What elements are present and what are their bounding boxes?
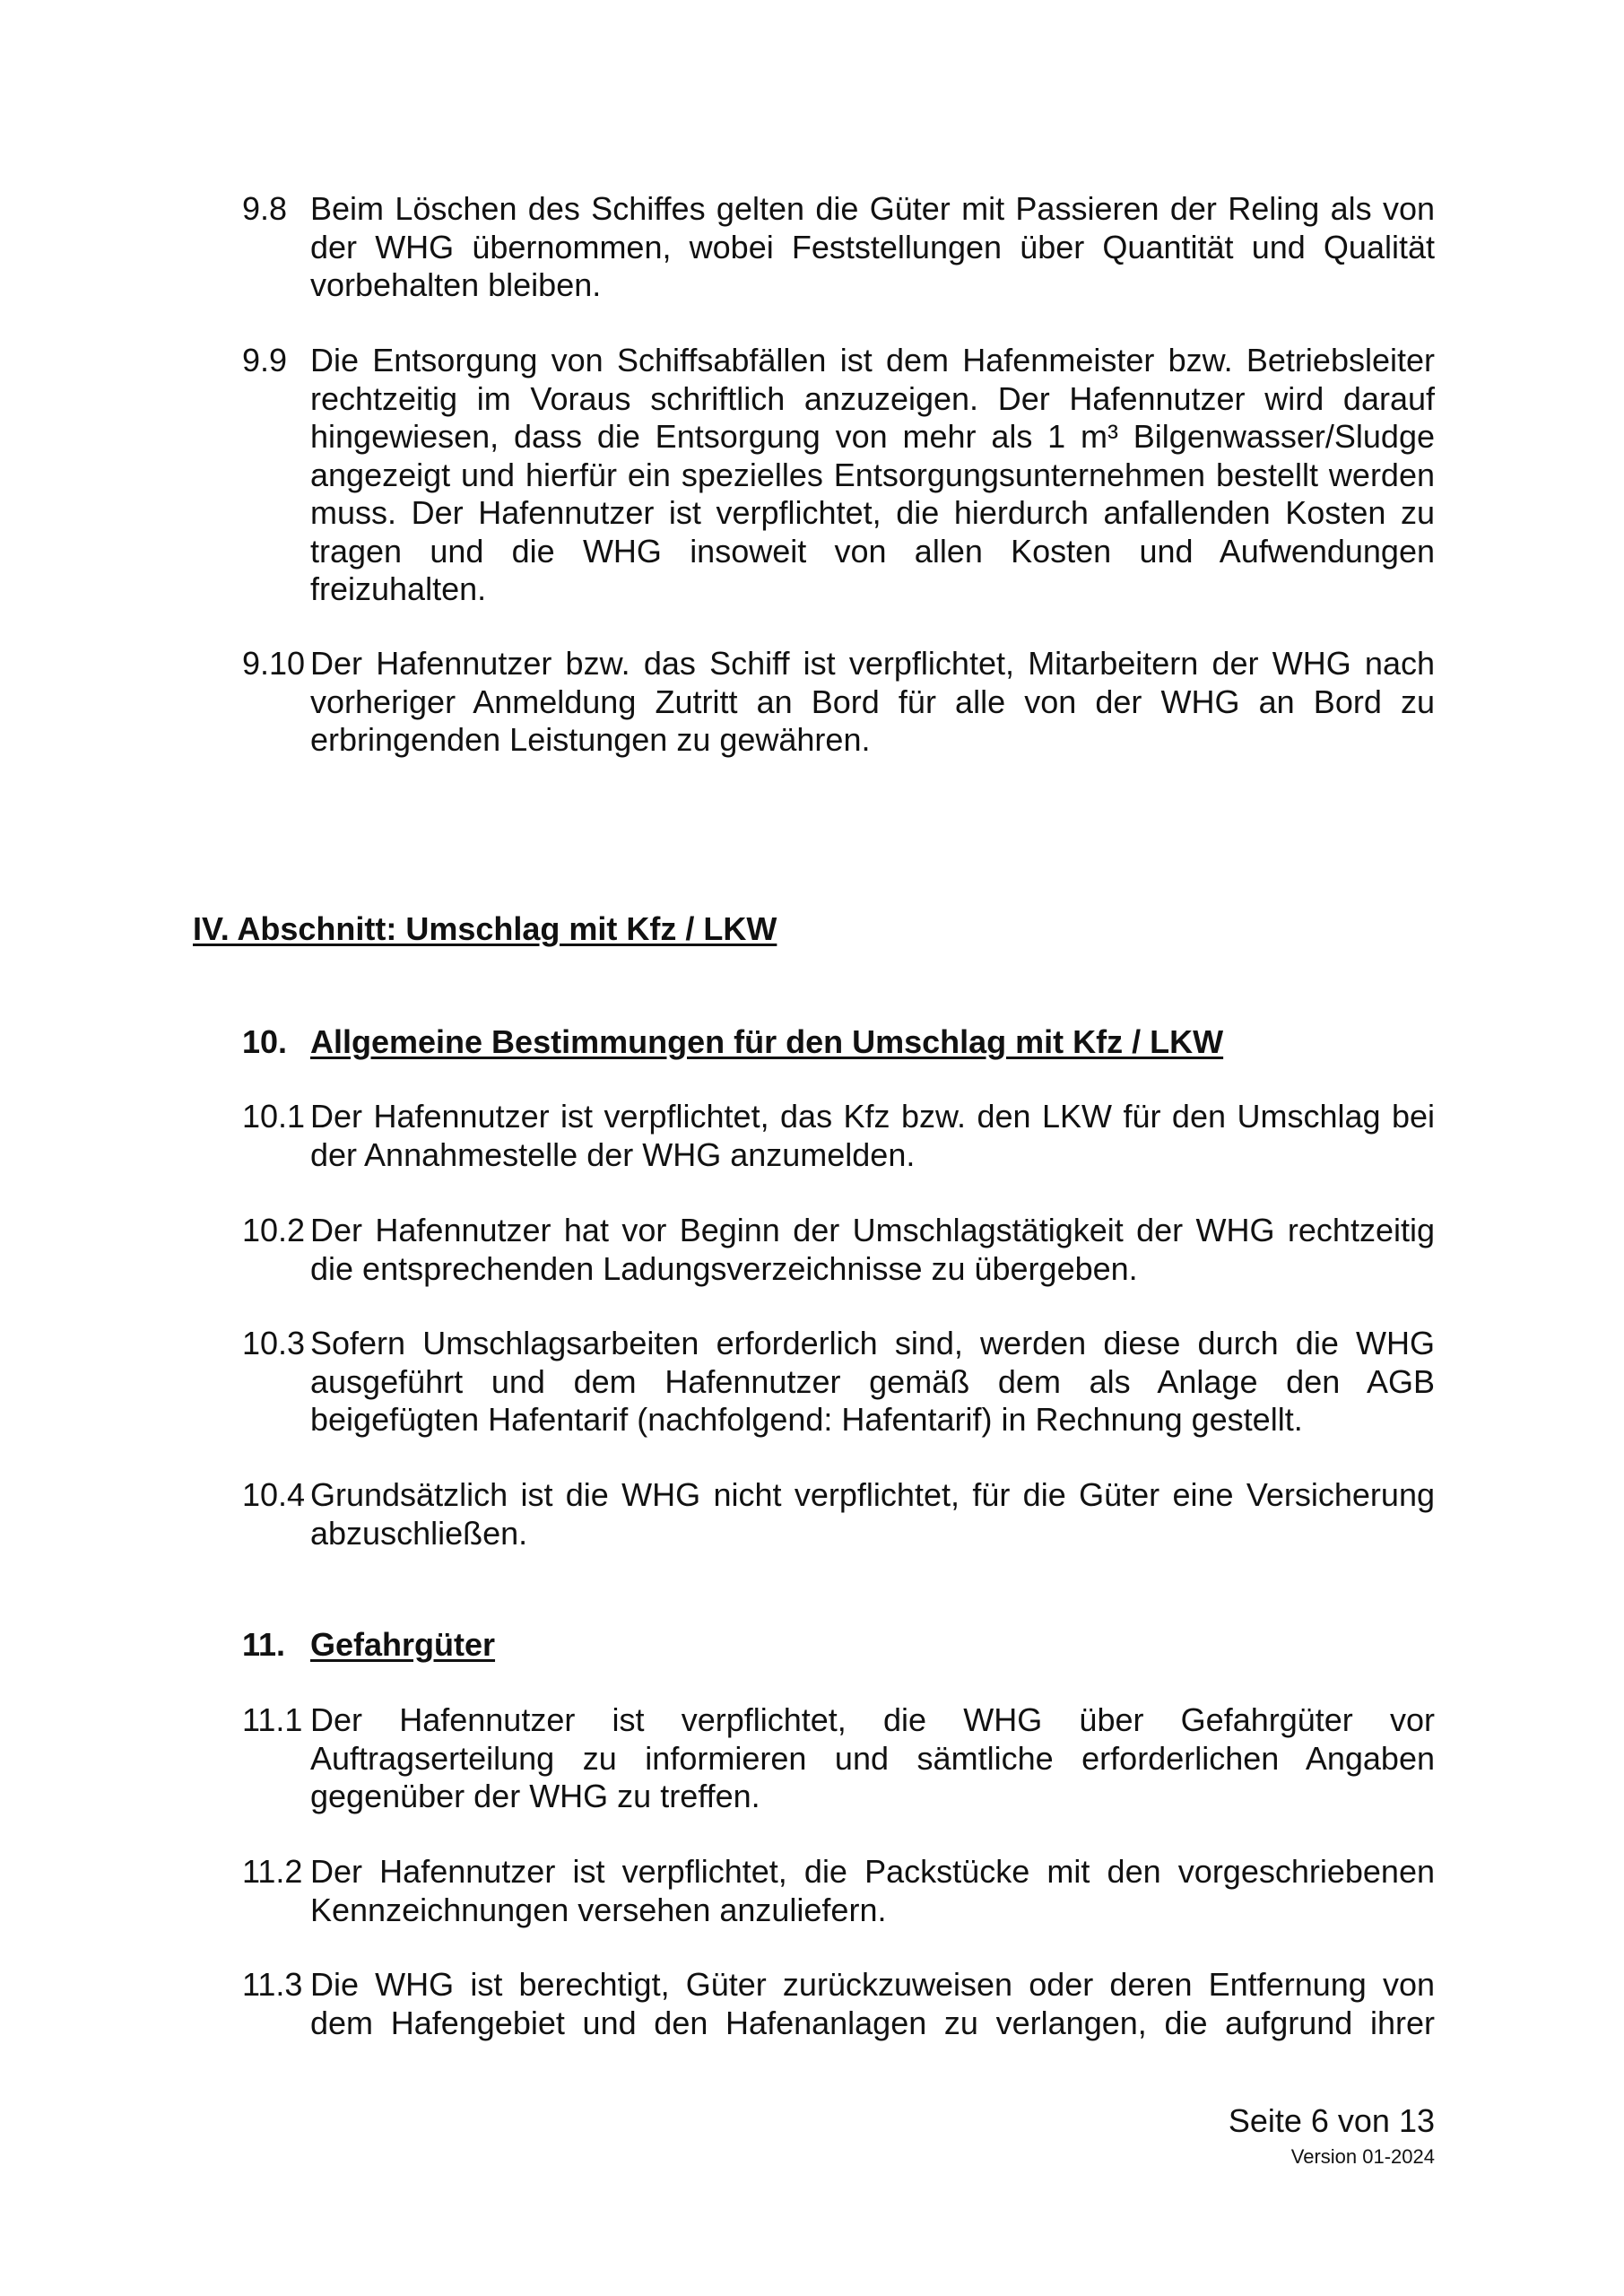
clause-9-9: [242, 342, 1435, 609]
clause-number: 9.8: [242, 190, 288, 227]
clause-text: Der Hafennutzer bzw. das Schiff ist verpflichtet, Mitarbeitern der WHG nach vorheriger Anmeldung Zutritt an Bord für alle von der WHG an Bord zu erbringenden Leistungen zu gewähren.: [310, 645, 1435, 758]
heading-number: 10.: [242, 1023, 288, 1060]
clause-text: Der Hafennutzer ist verpflichtet, das Kfz bzw. den LKW für den Umschlag bei der Annahmestelle der WHG anzumelden.: [310, 1098, 1435, 1173]
clause-number: 11.1: [242, 1701, 303, 1738]
clause-number: 10.4: [242, 1476, 306, 1513]
clause-10-3: [242, 1325, 1435, 1439]
heading-title: Gefahrgüter: [310, 1626, 496, 1663]
clause-11-2: [242, 1853, 1435, 1929]
clause-number: 9.9: [242, 342, 288, 378]
section-title: IV. Abschnitt: Umschlag mit Kfz / LKW: [193, 910, 777, 947]
clause-9-10: [242, 645, 1435, 760]
clause-9-8: [242, 190, 1435, 305]
clause-11-3: [242, 1966, 1435, 2042]
heading-number: 11.: [242, 1626, 286, 1663]
clause-text: Die Entsorgung von Schiffsabfällen ist dem Hafenmeister bzw. Betriebsleiter rechtzeitig im Voraus schriftlich anzuzeigen. Der Hafennutzer wird darauf hingewiesen, dass die Entsorgung von mehr als 1 m³ Bilgenwasser/Sludge angezeigt und hierfür ein spezielles Entsorgungsunternehmen bestellt werden muss. Der Hafennutzer ist verpflichtet, die hierdurch anfallenden Kosten zu tragen und die WHG insoweit von allen Kosten und Aufwendungen freizuhalten.: [310, 342, 1435, 607]
clause-10-1: [242, 1098, 1435, 1174]
clause-text: Der Hafennutzer ist verpflichtet, die Packstücke mit den vorgeschriebenen Kennzeichnungen versehen anzuliefern.: [310, 1853, 1435, 1928]
clause-text: Sofern Umschlagsarbeiten erforderlich sind, werden diese durch die WHG ausgeführt und dem Hafennutzer gemäß dem als Anlage den AGB beigefügten Hafentarif (nachfolgend: Hafentarif) in Rechnung gestellt.: [310, 1325, 1435, 1438]
clause-number: 10.2: [242, 1212, 306, 1248]
clause-number: 9.10: [242, 645, 306, 682]
clause-text: Der Hafennutzer hat vor Beginn der Umschlagstätigkeit der WHG rechtzeitig die entsprechenden Ladungsverzeichnisse zu übergeben.: [310, 1212, 1435, 1287]
clause-11-1: [242, 1701, 1435, 1816]
clause-10-4: [242, 1476, 1435, 1552]
clause-10-2: [242, 1212, 1435, 1288]
clause-text: Der Hafennutzer ist verpflichtet, die WHG über Gefahrgüter vor Auftragserteilung zu informieren und sämtliche erforderlichen Angaben gegenüber der WHG zu treffen.: [310, 1701, 1435, 1814]
clause-number: 10.1: [242, 1098, 306, 1135]
heading-11: [242, 1626, 495, 1664]
version-label: Version 01-2024: [1290, 2145, 1435, 2168]
heading-10: [242, 1023, 1223, 1061]
clause-number: 10.3: [242, 1325, 306, 1361]
clause-text: Beim Löschen des Schiffes gelten die Güter mit Passieren der Reling als von der WHG übernommen, wobei Feststellungen über Quantität und Qualität vorbehalten bleiben.: [310, 190, 1435, 303]
clause-number: 11.2: [242, 1853, 303, 1890]
clause-number: 11.3: [242, 1966, 303, 2003]
clause-text: Grundsätzlich ist die WHG nicht verpflichtet, für die Güter eine Versicherung abzuschließen.: [310, 1476, 1435, 1552]
clause-text: Die WHG ist berechtigt, Güter zurückzuweisen oder deren Entfernung von dem Hafengebiet und den Hafenanlagen zu verlangen, die aufgrund ihrer: [310, 1966, 1435, 2041]
page-number: Seite 6 von 13: [1228, 2102, 1435, 2139]
heading-title: Allgemeine Bestimmungen für den Umschlag mit Kfz / LKW: [310, 1023, 1224, 1060]
